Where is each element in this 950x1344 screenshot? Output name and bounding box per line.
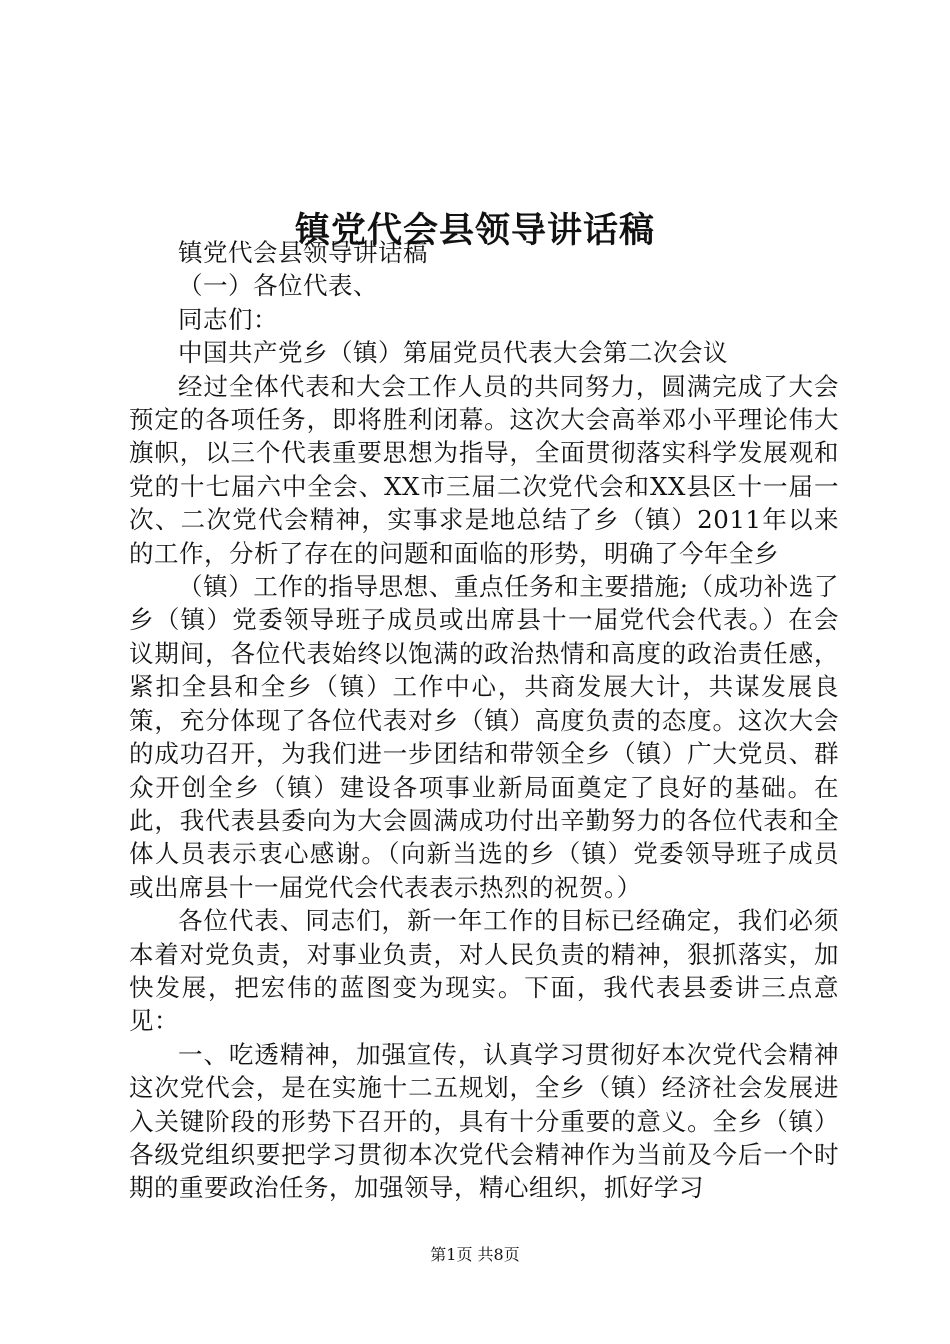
paragraph-goals: 各位代表、同志们，新一年工作的目标已经确定，我们必须本着对党负责，对事业负责，对人民负责的精神，狠抓落实，加快发展，把宏伟的蓝图变为现实。下面，我代表县委讲三点意见： xyxy=(129,906,839,1036)
page-footer: 第1页 共8页 xyxy=(430,1245,520,1264)
paragraph-subtitle: 镇党代会县领导讲话稿 xyxy=(178,238,428,267)
paragraph-salutation-1: （一）各位代表、 xyxy=(178,271,378,301)
document-title: 镇党代会县领导讲话稿 xyxy=(294,210,655,252)
paragraph-achievements: （镇）工作的指导思想、重点任务和主要措施;（成功补选了乡（镇）党委领导班子成员或出席县十一届党代会代表。）在会议期间，各位代表始终以饱满的政治热情和高度的政治责任感，紧扣全县和全乡（镇）工作中心，共商发展大计，共谋发展良策，充分体现了各位代表对乡（镇）高度负责的态度。这次大会的成功召开，为我们进一步团结和带领全乡（镇）广大党员、群众开创全乡（镇）建设各项事业新局面奠定了良好的基础。在此，我代表县委向为大会圆满成功付出辛勤努力的各位代表和全体人员表示衷心感谢。（向新当选的乡（镇）党委领导班子成员或出席县十一届党代会代表表示热烈的祝贺。） xyxy=(129,572,839,902)
paragraph-meeting-name: 中国共产党乡（镇）第届党员代表大会第二次会议 xyxy=(178,338,728,368)
paragraph-salutation-2: 同志们： xyxy=(178,304,278,334)
document-body xyxy=(129,236,839,1205)
paragraph-summary: 经过全体代表和大会工作人员的共同努力，圆满完成了大会预定的各项任务，即将胜利闭幕。这次大会高举邓小平理论伟大旗帜，以三个代表重要思想为指导，全面贯彻落实科学发展观和党的十七届六中全会、XX市三届二次党代会和XX县区十一届一次、二次党代会精神，实事求是地总结了乡（镇）2011年以来的工作，分析了存在的问题和面临的形势，明确了今年全乡 xyxy=(129,371,839,568)
paragraph-point-one: 一、吃透精神，加强宣传，认真学习贯彻好本次党代会精神这次党代会，是在实施十二五规划，全乡（镇）经济社会发展进入关键阶段的形势下召开的，具有十分重要的意义。全乡（镇）各级党组织要把学习贯彻本次党代会精神作为当前及今后一个时期的重要政治任务，加强领导，精心组织，抓好学习 xyxy=(129,1039,839,1203)
